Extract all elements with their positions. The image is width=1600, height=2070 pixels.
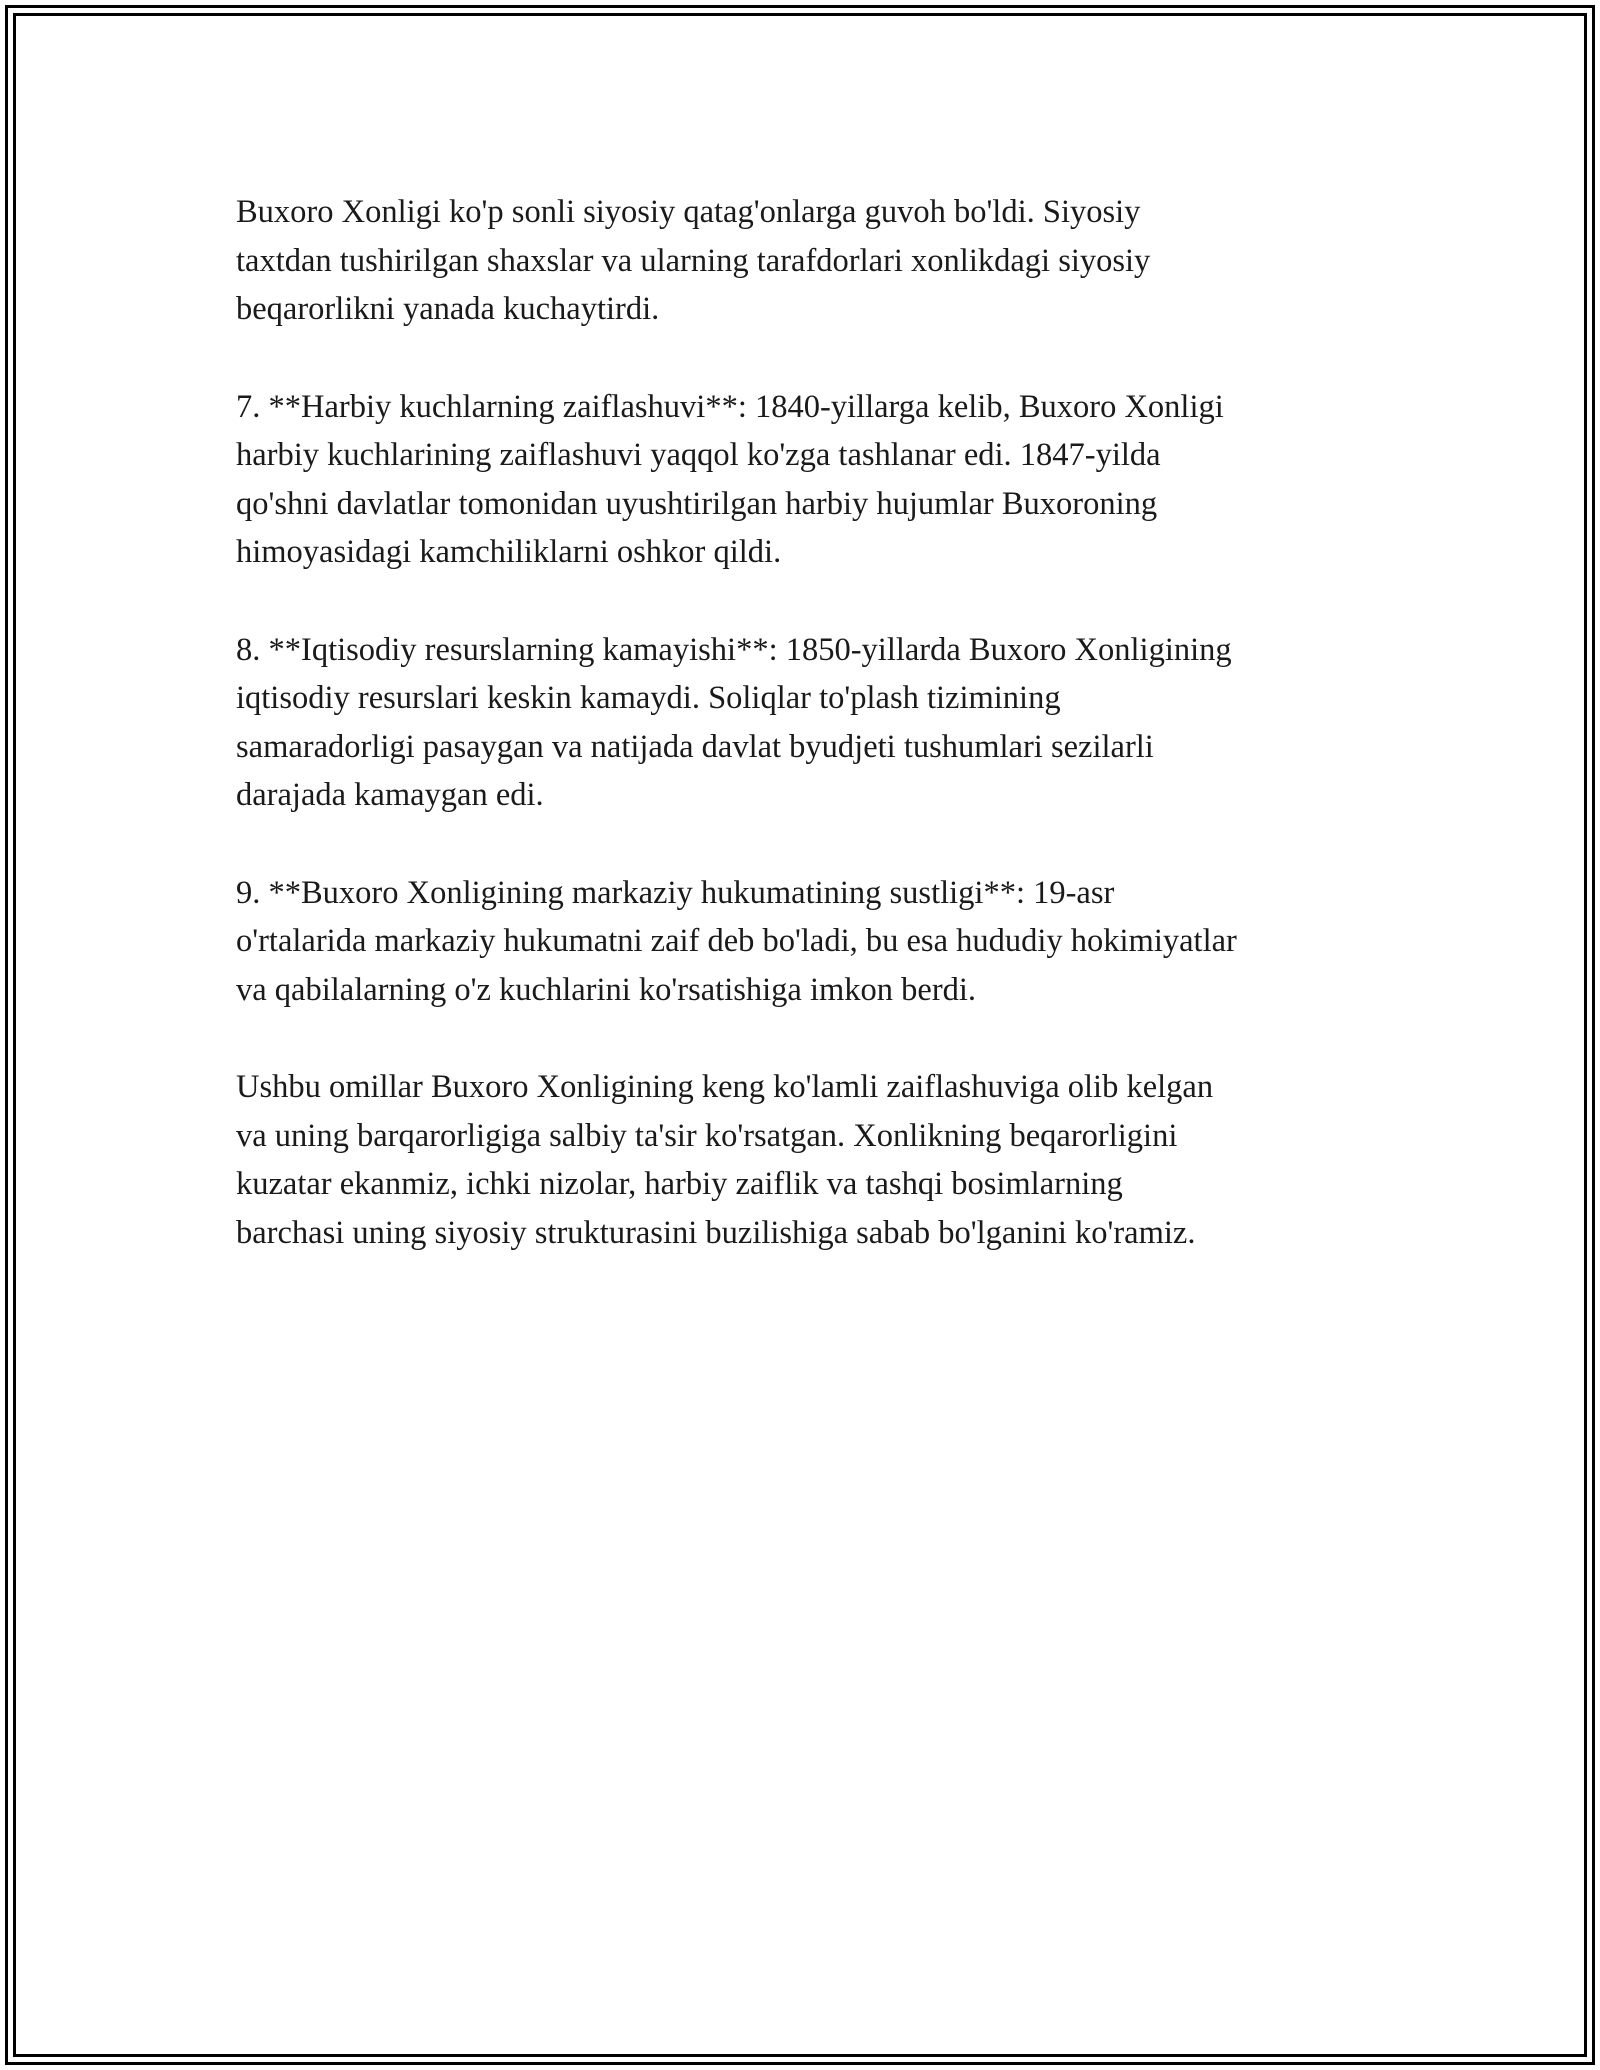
text-line: va qabilalarning o'z kuchlarini ko'rsatishiga imkon berdi. xyxy=(236,971,977,1008)
text-line: himoyasidagi kamchiliklarni oshkor qildi. xyxy=(236,534,782,570)
text-line: taxtdan tushirilgan shaxslar va ularning tarafdorlari xonlikdagi siyosiy xyxy=(236,242,1151,279)
text-line: harbiy kuchlarining zaiflashuvi yaqqol ko'zga tashlanar edi. 1847-yilda xyxy=(236,437,1161,473)
paragraph-conclusion xyxy=(236,1063,1376,1257)
document-body xyxy=(236,188,1376,1306)
paragraph-item-7 xyxy=(236,383,1376,577)
text-line: o'rtalarida markaziy hukumatni zaif deb bo'ladi, bu esa hududiy hokimiyatlar xyxy=(236,923,1237,959)
paragraph-item-8 xyxy=(236,626,1376,820)
text-line: samaradorligi pasaygan va natijada davlat byudjeti tushumlari sezilarli xyxy=(236,728,1154,765)
text-line: va uning barqarorligiga salbiy ta'sir ko'rsatgan. Xonlikning beqarorligini xyxy=(236,1117,1178,1154)
paragraph-item-9 xyxy=(236,869,1376,1015)
text-line: barchasi uning siyosiy strukturasini buzilishiga sabab bo'lganini ko'ramiz. xyxy=(236,1214,1196,1251)
text-line: Buxoro Xonligi ko'p sonli siyosiy qatag'onlarga guvoh bo'ldi. Siyosiy xyxy=(236,194,1141,230)
text-line: 7. **Harbiy kuchlarning zaiflashuvi**: 1840-yillarga kelib, Buxoro Xonligi xyxy=(236,388,1224,425)
text-line: Ushbu omillar Buxoro Xonligining keng ko'lamli zaiflashuviga olib kelgan xyxy=(236,1069,1214,1105)
text-line: 8. **Iqtisodiy resurslarning kamayishi**: 1850-yillarda Buxoro Xonligining xyxy=(236,631,1232,668)
paragraph-intro xyxy=(236,188,1376,334)
text-line: darajada kamaygan edi. xyxy=(236,777,544,813)
text-line: iqtisodiy resurslari keskin kamaydi. Soliqlar to'plash tizimining xyxy=(236,680,1061,716)
text-line: kuzatar ekanmiz, ichki nizolar, harbiy zaiflik va tashqi bosimlarning xyxy=(236,1166,1123,1202)
text-line: qo'shni davlatlar tomonidan uyushtirilgan harbiy hujumlar Buxoroning xyxy=(236,485,1158,522)
text-line: 9. **Buxoro Xonligining markaziy hukumatining sustligi**: 19-asr xyxy=(236,874,1115,911)
text-line: beqarorlikni yanada kuchaytirdi. xyxy=(236,291,660,327)
